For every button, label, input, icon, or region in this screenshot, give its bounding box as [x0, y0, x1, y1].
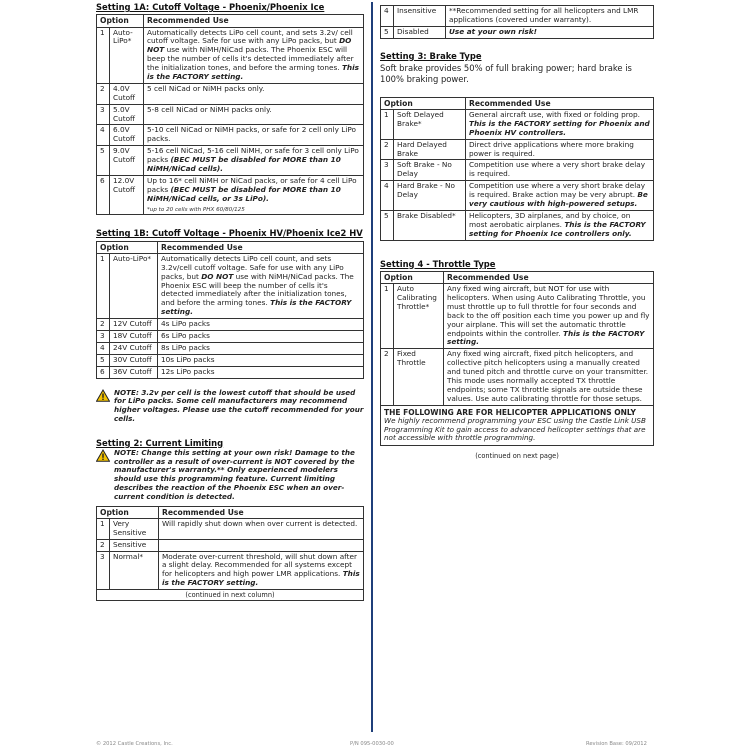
option-name: Sensitive — [110, 539, 159, 551]
brake-intro: Soft brake provides 50% of full braking power; hard brake is 100% braking power. — [380, 62, 632, 84]
setting-3-heading: Setting 3: Brake Type — [380, 50, 482, 61]
option-name: 36V Cutoff — [110, 366, 158, 378]
recommended-use: 6s LiPo packs — [158, 330, 364, 342]
option-name: 30V Cutoff — [110, 354, 158, 366]
footer-revision: Revision Base: 09/2012 — [586, 741, 647, 747]
recommended-use: Competition use where a very short brake delay is required. — [466, 160, 654, 181]
recommended-use — [159, 539, 364, 551]
recommended-use: General aircraft use, with fixed or folding prop. This is the FACTORY setting for Phoenix and Phoenix HV controllers. — [466, 110, 654, 140]
option-name: Fixed Throttle — [394, 349, 444, 405]
row-number: 4 — [97, 125, 110, 146]
table-row — [97, 175, 364, 214]
row-number: 4 — [381, 181, 394, 211]
row-number: 1 — [97, 253, 110, 318]
recommended-use: 5 cell NiCad or NiMH packs only. — [144, 83, 364, 104]
option-name: Brake Disabled* — [394, 210, 466, 240]
table-row — [97, 518, 364, 539]
table-row — [97, 83, 364, 104]
table-row — [381, 284, 654, 349]
table-row — [97, 253, 364, 318]
col-option-header: Option — [381, 271, 444, 283]
recommended-use: Automatically detects LiPo cell count, and sets 3.2v/ cell cutoff voltage. Safe for use with any LiPo packs, but DO NOT use with NiMH/NiCad packs. The Phoenix ESC will beep the number of cells it's detected immediately after the initialization tones, and before the arming tones. This is the FACTORY setting. — [144, 27, 364, 83]
option-name: Soft Delayed Brake* — [394, 110, 466, 140]
table-row — [381, 160, 654, 181]
recommended-use: Use at your own risk! — [446, 26, 654, 38]
row-number: 1 — [381, 110, 394, 140]
option-name: Hard Brake - No Delay — [394, 181, 466, 211]
col-option-header: Option — [381, 97, 466, 109]
col-use-header: Recommended Use — [158, 241, 364, 253]
row-number: 5 — [97, 146, 110, 176]
row-number: 4 — [97, 342, 110, 354]
helicopter-section — [380, 406, 654, 446]
row-number: 6 — [97, 175, 110, 214]
table-row — [381, 139, 654, 160]
option-name: Hard Delayed Brake — [394, 139, 466, 160]
recommended-use: 8s LiPo packs — [158, 342, 364, 354]
option-name: Disabled — [394, 26, 446, 38]
row-number: 5 — [97, 354, 110, 366]
setting-2-heading: Setting 2: Current Limiting — [96, 437, 224, 448]
option-name: Insensitive — [394, 6, 446, 27]
table-row — [381, 110, 654, 140]
table-row — [97, 104, 364, 125]
table-row — [97, 125, 364, 146]
recommended-use: Up to 16* cell NiMH or NiCad packs, or safe for 4 cell LiPo packs (BEC MUST be disabled for MORE than 10 NiMH/NiCad cells, or 3s LiPo). *up to 20 cells with PHX 60/80/125 — [144, 175, 364, 214]
table-row — [97, 319, 364, 331]
table-row — [97, 551, 364, 590]
table-row — [97, 539, 364, 551]
left-column — [96, 0, 364, 601]
recommended-use: Automatically detects LiPo cell count, and sets 3.2v/cell cutoff voltage. Safe for use with any LiPo packs, but DO NOT use with NiMH/NiCad packs. The Phoenix ESC will beep the number of cells it's detected immediately after the initialization tones, and before the arming tones. This is the FACTORY setting. — [158, 253, 364, 318]
col-option-header: Option — [97, 15, 144, 27]
continued-note: (continued in next column) — [97, 590, 364, 601]
table-row — [97, 366, 364, 378]
row-number: 2 — [97, 319, 110, 331]
footer-part-number: P/N 095-0030-00 — [350, 741, 394, 747]
table-row — [97, 146, 364, 176]
col-use-header: Recommended Use — [466, 97, 654, 109]
footer-copyright: © 2012 Castle Creations, Inc. — [96, 741, 173, 747]
setting-1a-heading: Setting 1A: Cutoff Voltage - Phoenix/Phoenix Ice — [96, 2, 325, 12]
row-number: 3 — [97, 551, 110, 590]
warning-icon — [96, 449, 110, 462]
recommended-use: Competition use where a very short brake delay is required. Brake action may be very abrupt. Be very cautious with high-powered setups. — [466, 181, 654, 211]
table-row — [381, 181, 654, 211]
setting-2-table — [96, 506, 364, 602]
option-name: 12V Cutoff — [110, 319, 158, 331]
option-name: 24V Cutoff — [110, 342, 158, 354]
table-row — [97, 330, 364, 342]
recommended-use: Direct drive applications where more braking power is required. — [466, 139, 654, 160]
option-name: 18V Cutoff — [110, 330, 158, 342]
setting-1b-table — [96, 241, 364, 379]
row-number: 3 — [97, 330, 110, 342]
column-divider — [371, 2, 373, 732]
current-limit-note — [96, 449, 364, 502]
helicopter-title: THE FOLLOWING ARE FOR HELICOPTER APPLICATIONS ONLY — [384, 407, 636, 417]
row-number: 2 — [381, 349, 394, 405]
row-number: 5 — [381, 210, 394, 240]
option-name: Auto-LiPo* — [110, 27, 144, 83]
recommended-use: Moderate over-current threshold, will shut down after a slight delay. Recommended for all systems except for helicopters and high power LMR applications. This is the FACTORY setting. — [159, 551, 364, 590]
recommended-use: Any fixed wing aircraft, fixed pitch helicopters, and collective pitch helicopters using a manually created and tuned pitch and throttle curve on your transmitter. This mode uses normally accepted TX throttle endpoints; some TX throttle signals are outside these values. Use auto calibrating throttle for those setups. — [444, 349, 654, 405]
warning-icon — [96, 389, 110, 402]
row-number: 2 — [381, 139, 394, 160]
continued-note: (continued on next page) — [475, 452, 559, 461]
row-number: 3 — [381, 160, 394, 181]
row-number: 2 — [97, 83, 110, 104]
row-number: 1 — [97, 518, 110, 539]
recommended-use: 10s LiPo packs — [158, 354, 364, 366]
col-use-header: Recommended Use — [444, 271, 654, 283]
option-name: 9.0V Cutoff — [110, 146, 144, 176]
option-name: Auto-LiPo* — [110, 253, 158, 318]
recommended-use: 5-10 cell NiCad or NiMH packs, or safe for 2 cell only LiPo packs. — [144, 125, 364, 146]
option-name: 5.0V Cutoff — [110, 104, 144, 125]
recommended-use: 12s LiPo packs — [158, 366, 364, 378]
option-name: Soft Brake - No Delay — [394, 160, 466, 181]
row-number: 3 — [97, 104, 110, 125]
recommended-use: Helicopters, 3D airplanes, and by choice, on most aerobatic airplanes. This is the FACTORY setting for Phoenix Ice controllers only. — [466, 210, 654, 240]
option-name: 4.0V Cutoff — [110, 83, 144, 104]
table-row — [381, 6, 654, 27]
helicopter-text: We highly recommend programming your ESC using the Castle Link USB Programming Kit to gain access to advanced helicopter settings that are not accessible with throttle programming. — [384, 415, 646, 443]
row-number: 6 — [97, 366, 110, 378]
table-row — [97, 27, 364, 83]
table-row — [381, 349, 654, 405]
table-row — [97, 354, 364, 366]
setting-1a-table — [96, 14, 364, 215]
recommended-use: 4s LiPo packs — [158, 319, 364, 331]
option-name: 12.0V Cutoff — [110, 175, 144, 214]
row-number: 1 — [97, 27, 110, 83]
option-name: Very Sensitive — [110, 518, 159, 539]
table-row — [97, 342, 364, 354]
setting-4-heading: Setting 4 - Throttle Type — [380, 258, 496, 269]
option-name: Normal* — [110, 551, 159, 590]
cutoff-note — [96, 389, 364, 424]
note-text: NOTE: Change this setting at your own risk! Damage to the controller as a result of over-current is NOT covered by the manufacturer's warranty.** Only experienced modelers should use this programming feature. Current limiting describes the reaction of the Phoenix ESC when an over-current condition is detected. — [114, 447, 355, 501]
setting-1b-heading: Setting 1B: Cutoff Voltage - Phoenix HV/Phoenix Ice2 HV — [96, 228, 363, 239]
note-text: NOTE: 3.2v per cell is the lowest cutoff that should be used for LiPo packs. Some cell manufacturers may recommend higher voltages. Please use the cutoff recommended for your cells. — [114, 387, 364, 423]
row-number: 1 — [381, 284, 394, 349]
recommended-use: Will rapidly shut down when over current is detected. — [159, 518, 364, 539]
recommended-use: Any fixed wing aircraft, but NOT for use with helicopters. When using Auto Calibrating Throttle, you must throttle up to full throttle for four seconds and back to the off position each time you power up and fly your airplane. This will set the automatic throttle endpoints within the controller. This is the FACTORY setting. — [444, 284, 654, 349]
setting-4-table — [380, 271, 654, 406]
row-number: 2 — [97, 539, 110, 551]
right-column — [380, 0, 654, 460]
recommended-use: **Recommended setting for all helicopters and LMR applications (covered under warranty). — [446, 6, 654, 27]
footnote: *up to 20 cells with PHX 60/80/125 — [147, 206, 245, 213]
setting-3-table — [380, 97, 654, 241]
table-row — [381, 26, 654, 38]
col-option-header: Option — [97, 506, 159, 518]
recommended-use: 5-8 cell NiCad or NiMH packs only. — [144, 104, 364, 125]
option-name: Auto Calibrating Throttle* — [394, 284, 444, 349]
recommended-use: 5-16 cell NiCad, 5-16 cell NiMH, or safe for 3 cell only LiPo packs (BEC MUST be disabled for MORE than 10 NiMH/NiCad cells). — [144, 146, 364, 176]
col-use-header: Recommended Use — [144, 15, 364, 27]
setting-2-continued-table — [380, 5, 654, 39]
row-number: 5 — [381, 26, 394, 38]
col-option-header: Option — [97, 241, 158, 253]
table-row — [381, 210, 654, 240]
option-name: 6.0V Cutoff — [110, 125, 144, 146]
col-use-header: Recommended Use — [159, 506, 364, 518]
row-number: 4 — [381, 6, 394, 27]
